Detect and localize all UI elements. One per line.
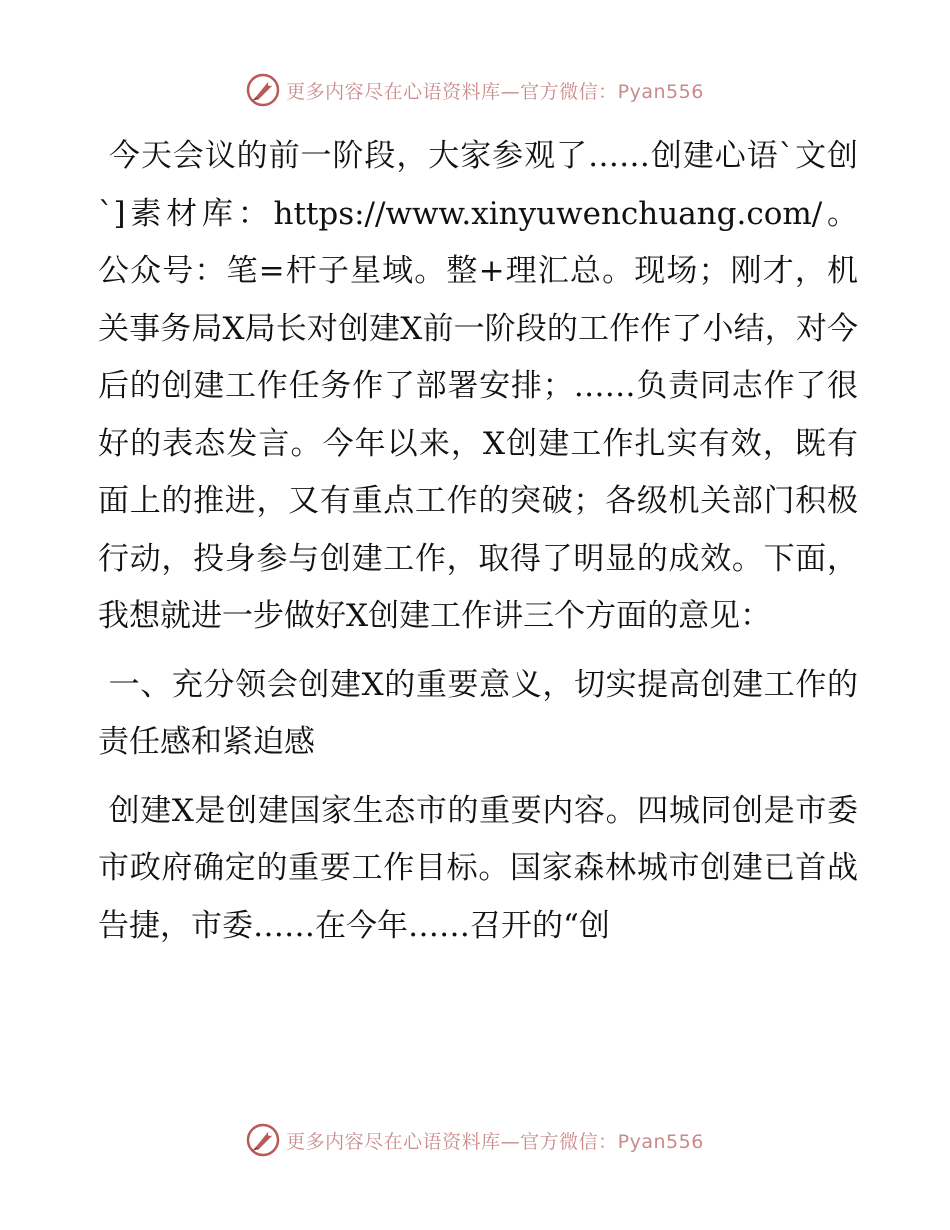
paragraph-section-1 (98, 783, 858, 956)
paragraph-section-1-text: 创建X是创建国家生态市的重要内容。四城同创是市委市政府确定的重要工作目标。国家森林城市创建已首战告捷，市委……在今年……召开的“创 (98, 792, 858, 944)
section-heading-text: 一、充分领会创建X的重要意义，切实提高创建工作的责任感和紧迫感 (98, 666, 858, 760)
paragraph-intro-text: 今天会议的前一阶段，大家参观了……创建心语`文创`]素材库：https://www.xinyuwenchuang.com/。公众号：笔=杆子星域。整+理汇总。现场；刚才，机关事务局X局长对创建X前一阶段的工作作了小结，对今后的创建工作任务作了部署安排；……负责同志作了很好的表态发言。今年以来，X创建工作扎实有效，既有面上的推进，又有重点工作的突破；各级机关部门积极行动，投身参与创建工作，取得了明显的成效。下面，我想就进一步做好X创建工作讲三个方面的意见： (98, 138, 858, 634)
banner-text: 更多内容尽在心语资料库—官方微信：Pyan556 (286, 1130, 704, 1153)
header-watermark-banner (0, 70, 950, 110)
pen-nib-logo-icon (246, 73, 280, 107)
banner-text: 更多内容尽在心语资料库—官方微信：Pyan556 (286, 80, 704, 103)
footer-watermark-banner (0, 1120, 950, 1160)
section-heading (98, 657, 858, 772)
paragraph-intro (98, 128, 858, 646)
document-body (98, 128, 858, 955)
pen-nib-logo-icon (246, 1123, 280, 1157)
